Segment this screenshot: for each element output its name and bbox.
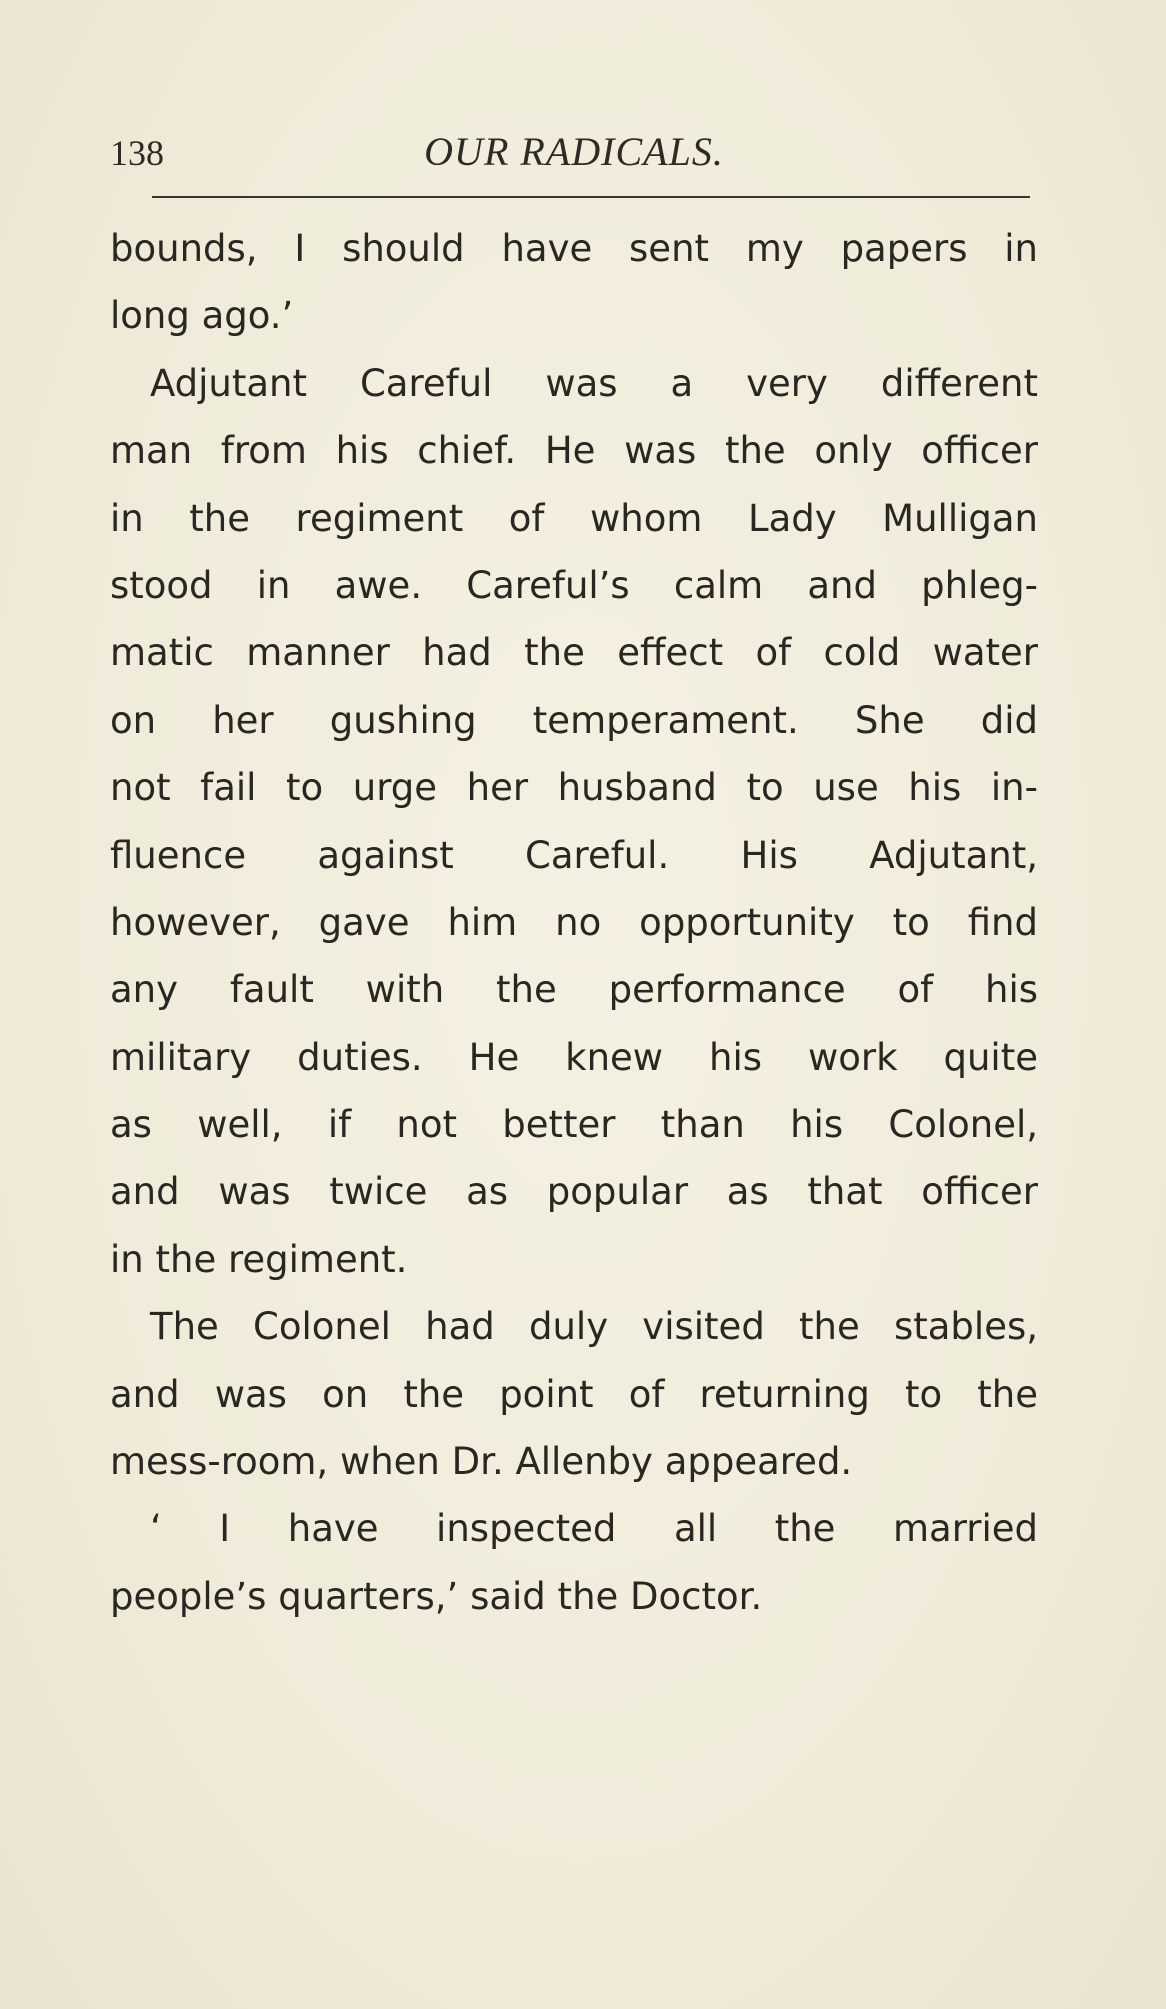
header-rule — [152, 196, 1030, 198]
text-line: ‘ I have inspected all the married — [150, 1507, 1038, 1551]
text-line: in the regiment. — [110, 1237, 408, 1281]
page-number: 138 — [110, 133, 164, 173]
text-line: fluence against Careful. His Adjutant, — [110, 833, 1038, 877]
text-line: bounds, I should have sent my papers in — [110, 227, 1038, 270]
text-line: stood in awe. Careful’s calm and phleg- — [110, 563, 1038, 607]
text-line: man from his chief. He was the only officer — [110, 429, 1038, 473]
text-line: as well, if not better than his Colonel, — [110, 1103, 1038, 1147]
text-line: people’s quarters,’ said the Doctor. — [110, 1574, 763, 1618]
page-header — [110, 128, 1038, 180]
text-line: however, gave him no opportunity to find — [110, 900, 1038, 944]
text-line: Adjutant Careful was a very different — [150, 361, 1038, 405]
text-line: matic manner had the effect of cold water — [110, 631, 1038, 675]
text-line: and was on the point of returning to the — [110, 1372, 1038, 1416]
text-line: long ago.’ — [110, 294, 294, 338]
text-line: on her gushing temperament. She did — [110, 698, 1038, 742]
text-line: mess-room, when Dr. Allenby appeared. — [110, 1440, 853, 1484]
text-line: not fail to urge her husband to use his in- — [110, 766, 1038, 810]
running-title: OUR RADICALS. — [424, 129, 724, 174]
body-text — [110, 215, 1038, 1630]
text-line: The Colonel had duly visited the stables, — [150, 1305, 1038, 1349]
text-line: any fault with the performance of his — [110, 968, 1038, 1012]
text-line: in the regiment of whom Lady Mulligan — [110, 496, 1038, 540]
text-line: and was twice as popular as that officer — [110, 1170, 1038, 1214]
text-line: military duties. He knew his work quite — [110, 1035, 1038, 1079]
